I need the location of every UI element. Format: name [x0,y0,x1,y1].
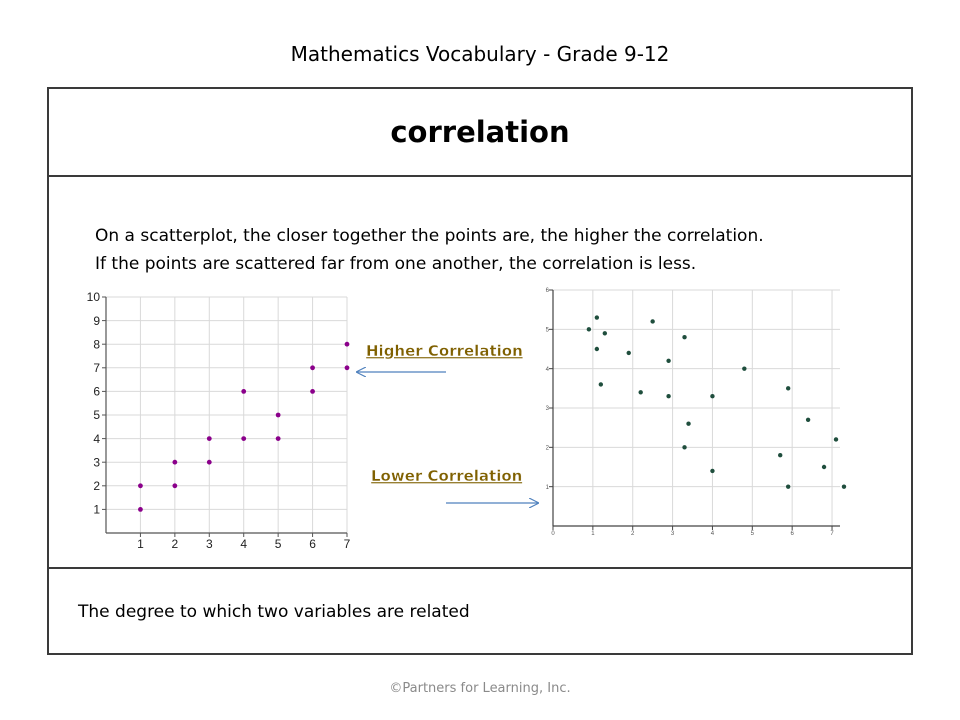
data-point [138,507,143,512]
data-point [345,342,350,347]
y-tick-label: 2 [545,445,549,452]
data-point [595,315,599,319]
data-point [310,365,315,370]
data-point [172,460,177,465]
data-point [587,327,591,331]
data-point [682,335,686,339]
data-point [686,422,690,426]
data-point [595,347,599,351]
y-tick-label: 3 [545,406,549,413]
x-tick-label: 4 [710,531,715,537]
data-point [241,436,246,441]
data-point [650,319,654,323]
y-tick-label: 5 [93,408,100,423]
data-point [638,390,642,394]
data-point [842,484,846,488]
higher-correlation-label: Higher Correlation [366,342,523,360]
data-point [786,484,790,488]
data-point [778,453,782,457]
definition-text: The degree to which two variables are related [78,602,470,622]
y-tick-label: 1 [545,484,549,491]
y-tick-label: 9 [93,313,100,328]
x-tick-label: 5 [274,537,282,551]
data-point [742,366,746,370]
y-tick-label: 8 [93,337,100,352]
data-point [710,469,714,473]
x-tick-label: 2 [631,531,635,537]
description-line-1: On a scatterplot, the closer together the points are, the higher the correlation. [95,226,764,246]
data-point [241,389,246,394]
y-tick-label: 2 [93,479,100,493]
x-tick-label: 5 [750,531,754,537]
data-point [710,394,714,398]
x-tick-label: 7 [830,531,834,537]
data-point [207,436,212,441]
y-tick-label: 1 [93,502,100,517]
x-tick-label: 6 [790,531,794,537]
slide-header: Mathematics Vocabulary - Grade 9-12 [290,42,670,66]
lower-correlation-scatterplot [546,288,847,537]
x-tick-label: 3 [670,531,675,537]
description-line-2: If the points are scattered far from one another, the correlation is less. [95,254,697,274]
x-tick-label: 6 [309,537,316,551]
data-point [276,436,281,441]
y-tick-label: 7 [93,361,100,375]
x-tick-label: 7 [343,537,351,551]
copyright-footer: ©Partners for Learning, Inc. [389,681,571,696]
data-point [822,465,826,469]
data-point [666,394,670,398]
data-point [682,445,686,449]
y-tick-label: 3 [93,455,100,470]
data-point [786,386,790,390]
x-tick-label: 0 [551,531,555,537]
y-tick-label: 10 [86,290,100,305]
data-point [276,413,281,418]
data-point [666,359,670,363]
data-point [207,460,212,465]
y-tick-label: 6 [545,288,549,295]
x-tick-label: 1 [137,537,144,551]
data-point [310,389,315,394]
x-tick-label: 3 [205,537,213,551]
x-tick-label: 2 [171,537,179,551]
y-tick-label: 5 [545,327,549,334]
term-heading: correlation [390,115,570,149]
y-tick-label: 4 [545,366,549,373]
y-tick-label: 6 [93,384,100,399]
x-tick-label: 4 [240,537,248,551]
data-point [603,331,607,335]
higher-correlation-scatterplot [87,290,351,551]
data-point [345,365,350,370]
data-point [806,418,810,422]
data-point [599,382,603,386]
data-point [138,483,143,488]
x-tick-label: 1 [591,531,595,537]
y-tick-label: 4 [93,431,100,446]
data-point [172,483,177,488]
lower-correlation-label: Lower Correlation [371,467,523,485]
data-point [627,351,631,355]
data-point [834,437,838,441]
